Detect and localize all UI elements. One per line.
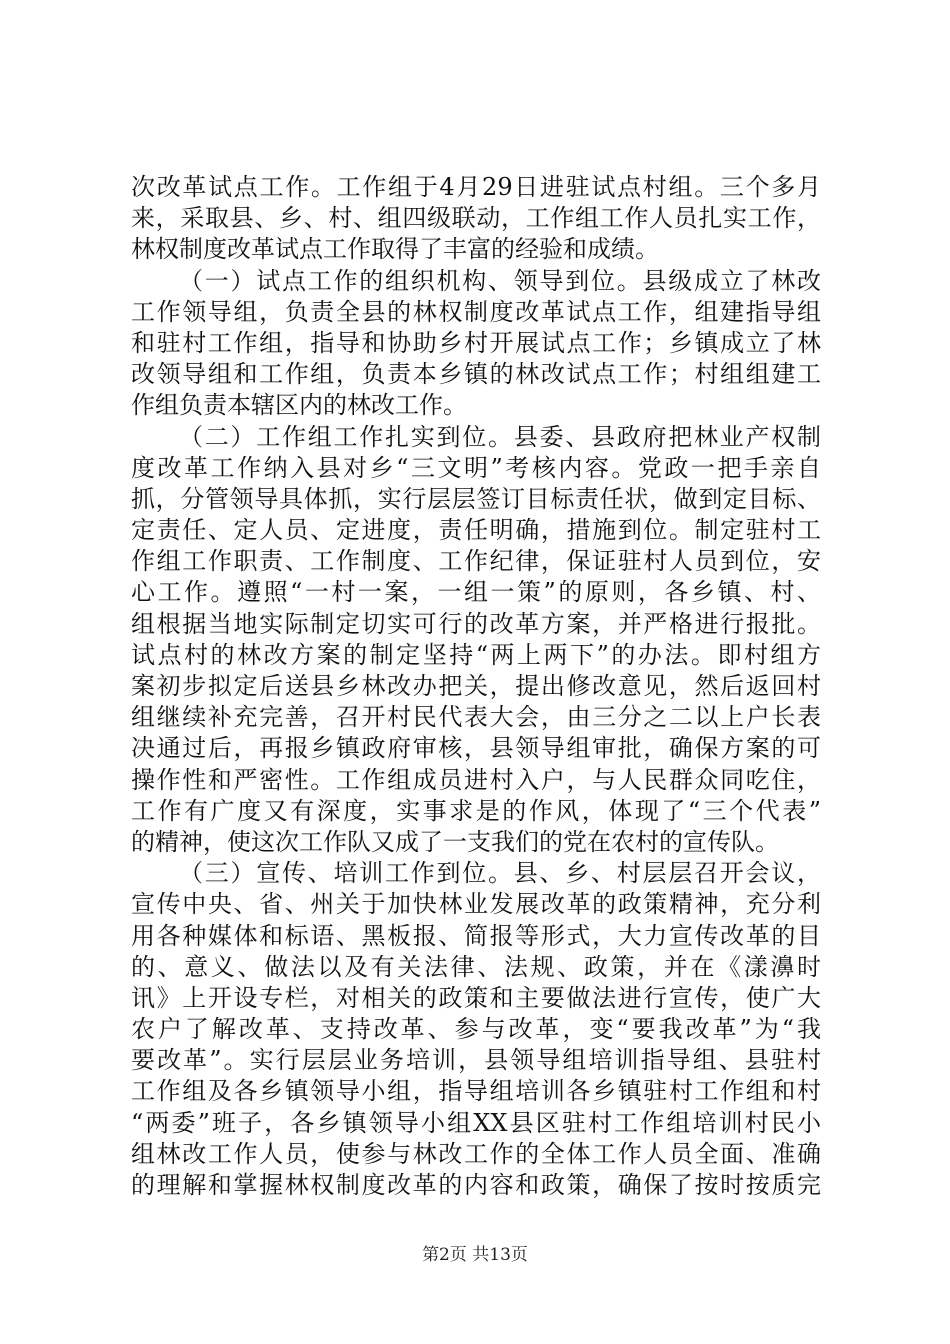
text-line: 的理解和掌握林权制度改革的内容和政策，确保了按时按质完 — [131, 1171, 821, 1199]
text-line: 的、意义、做法以及有关法律、法规、政策，并在《漾濞时 — [131, 952, 821, 981]
text-line: 定责任、定人员、定进度，责任明确，措施到位。制定驻村工 — [131, 516, 821, 545]
paragraph-heading-line: （二）工作组工作扎实到位。县委、县政府把林业产权制 — [179, 422, 821, 451]
text-line: 案初步拟定后送县乡林改办把关，提出修改意见，然后返回村 — [131, 672, 821, 700]
text-line: 的精神，使这次工作队又成了一支我们的党在农村的宣传队。 — [131, 827, 779, 856]
text-line: 和驻村工作组，指导和协助乡村开展试点工作；乡镇成立了林 — [131, 328, 821, 357]
text-line: 试点村的林改方案的制定坚持“两上两下”的办法。即村组方 — [131, 640, 821, 669]
page-number-footer: 第2页 共13页 — [422, 1245, 528, 1265]
paragraph-heading-line: （三）宣传、培训工作到位。县、乡、村层层召开会议， — [179, 859, 821, 888]
text-line: 作组工作职责、工作制度、工作纪律，保证驻村人员到位，安 — [131, 547, 821, 576]
text-line: 来，采取县、乡、村、组四级联动，工作组工作人员扎实工作， — [131, 204, 821, 233]
text-line: 林权制度改革试点工作取得了丰富的经验和成绩。 — [131, 235, 659, 264]
text-line: 工作有广度又有深度，实事求是的作风，体现了“三个代表” — [131, 796, 821, 825]
text-line: 次改革试点工作。工作组于4月29日进驻试点村组。三个多月 — [131, 173, 821, 201]
text-line: 作组负责本辖区内的林改工作。 — [131, 391, 467, 420]
document-body — [131, 172, 821, 1201]
text-line: 心工作。遵照“一村一案，一组一策”的原则，各乡镇、村、 — [131, 578, 821, 607]
text-line: 农户了解改革、支持改革、参与改革，变“要我改革”为“我 — [131, 1015, 821, 1044]
text-line: 工作组及各乡镇领导小组，指导组培训各乡镇驻村工作组和村 — [131, 1077, 821, 1106]
text-line: 组继续补充完善，召开村民代表大会，由三分之二以上户长表 — [131, 703, 821, 732]
text-line: 讯》上开设专栏，对相关的政策和主要做法进行宣传，使广大 — [131, 983, 821, 1012]
text-line: “两委”班子，各乡镇领导小组XX县区驻村工作组培训村民小 — [131, 1108, 821, 1137]
text-line: 工作领导组，负责全县的林权制度改革试点工作，组建指导组 — [131, 297, 821, 326]
text-line: 宣传中央、省、州关于加快林业发展改革的政策精神，充分利 — [131, 890, 821, 919]
text-line: 改领导组和工作组，负责本乡镇的林改试点工作；村组组建工 — [131, 360, 821, 389]
text-line: 组林改工作人员，使参与林改工作的全体工作人员全面、准确 — [131, 1139, 821, 1168]
text-line: 组根据当地实际制定切实可行的改革方案，并严格进行报批。 — [131, 609, 821, 638]
text-line: 抓，分管领导具体抓，实行层层签订目标责任状，做到定目标、 — [131, 484, 821, 513]
text-line: 度改革工作纳入县对乡“三文明”考核内容。党政一把手亲自 — [131, 453, 821, 482]
paragraph-heading-line: （一）试点工作的组织机构、领导到位。县级成立了林改 — [179, 266, 821, 295]
text-line: 用各种媒体和标语、黑板报、简报等形式，大力宣传改革的目 — [131, 921, 821, 950]
text-line: 决通过后，再报乡镇政府审核，县领导组审批，确保方案的可 — [131, 734, 821, 763]
text-line: 要改革”。实行层层业务培训，县领导组培训指导组、县驻村 — [131, 1046, 821, 1075]
text-line: 操作性和严密性。工作组成员进村入户，与人民群众同吃住， — [131, 765, 821, 794]
